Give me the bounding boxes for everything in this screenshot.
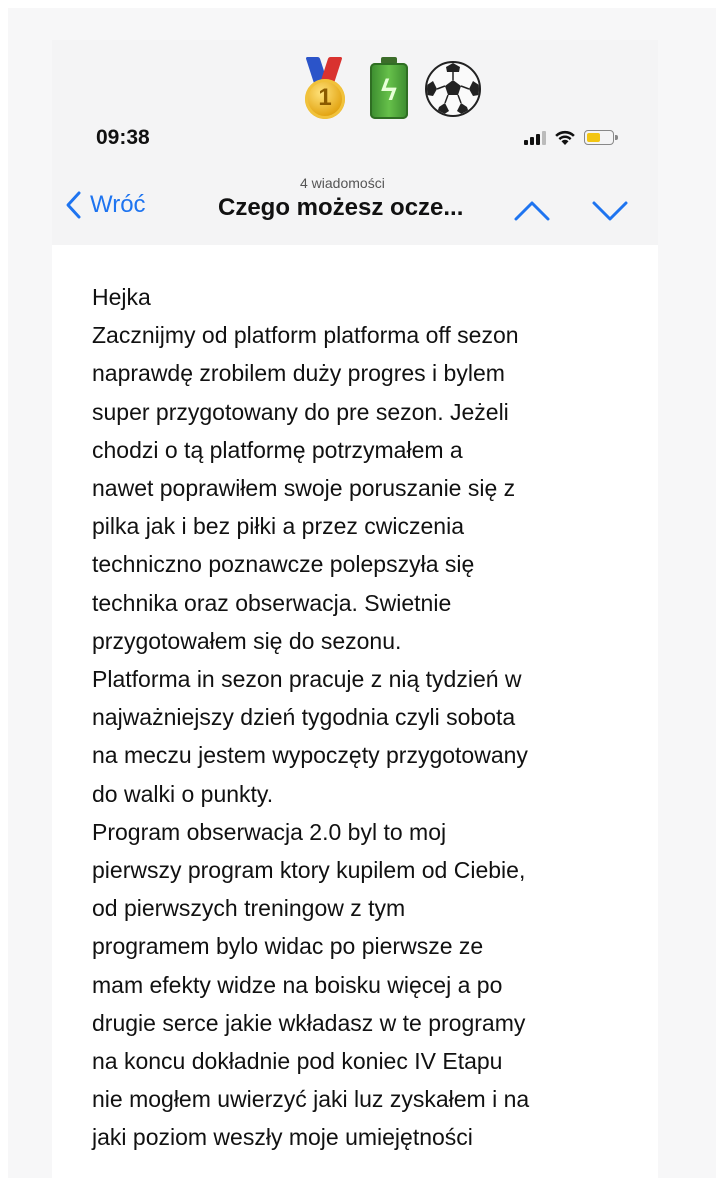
message-line: Platforma in sezon pracuje z nią tydzień w — [92, 666, 522, 693]
message-line: super przygotowany do pre sezon. Jeżeli — [92, 398, 509, 425]
message-line: technika oraz obserwacja. Swietnie — [92, 589, 452, 616]
message-count: 4 wiadomości — [300, 175, 385, 191]
next-message-button[interactable] — [590, 195, 630, 225]
wifi-icon — [553, 128, 577, 146]
message-line: przygotowałem się do sezonu. — [92, 627, 402, 654]
message-line: naprawdę zrobilem duży progres i bylem — [92, 360, 505, 387]
message-line: pierwszy program ktory kupilem od Ciebie, — [92, 857, 526, 884]
message-line: Zacznijmy od platform platforma off sezon — [92, 322, 519, 349]
message-line: Program obserwacja 2.0 byl to moj — [92, 818, 447, 845]
message-line: do walki o punkty. — [92, 780, 274, 807]
message-body — [92, 278, 652, 1157]
cellular-signal-icon — [524, 129, 546, 145]
battery-icon: ϟ — [362, 55, 414, 121]
emoji-row — [300, 52, 476, 124]
status-time: 09:38 — [96, 126, 150, 149]
message-line: programem bylo widac po pierwsze ze — [92, 933, 484, 960]
medal-icon: 1 — [300, 55, 352, 121]
previous-message-button[interactable] — [512, 195, 552, 225]
message-line: nawet poprawiłem swoje poruszanie się z — [92, 475, 516, 502]
message-line: chodzi o tą platformę potrzymałem a — [92, 436, 463, 463]
message-line: Hejka — [92, 284, 151, 310]
message-line: techniczno poznawcze polepszyła się — [92, 551, 475, 578]
battery-level-icon — [584, 130, 614, 145]
chevron-left-icon — [64, 190, 82, 220]
back-label: Wróć — [90, 191, 146, 218]
message-line: jaki poziom weszły moje umiejętności — [92, 1124, 473, 1151]
message-line: pilka jak i bez piłki a przez cwiczenia — [92, 513, 464, 540]
status-indicators — [524, 128, 614, 146]
message-line: nie mogłem uwierzyć jaki luz zyskałem i na — [92, 1086, 530, 1113]
back-button[interactable] — [64, 190, 146, 220]
message-line: na koncu dokładnie pod koniec IV Etapu — [92, 1048, 503, 1075]
message-line: drugie serce jakie wkładasz w te programy — [92, 1009, 526, 1036]
message-line: na meczu jestem wypoczęty przygotowany — [92, 742, 528, 769]
message-subject: Czego możesz ocze... — [218, 194, 464, 221]
message-line: najważniejszy dzień tygodnia czyli sobota — [92, 704, 516, 731]
message-line: od pierwszych treningow z tym — [92, 895, 406, 922]
soccer-ball-icon — [424, 55, 476, 121]
message-line: mam efekty widze na boisku więcej a po — [92, 971, 503, 998]
